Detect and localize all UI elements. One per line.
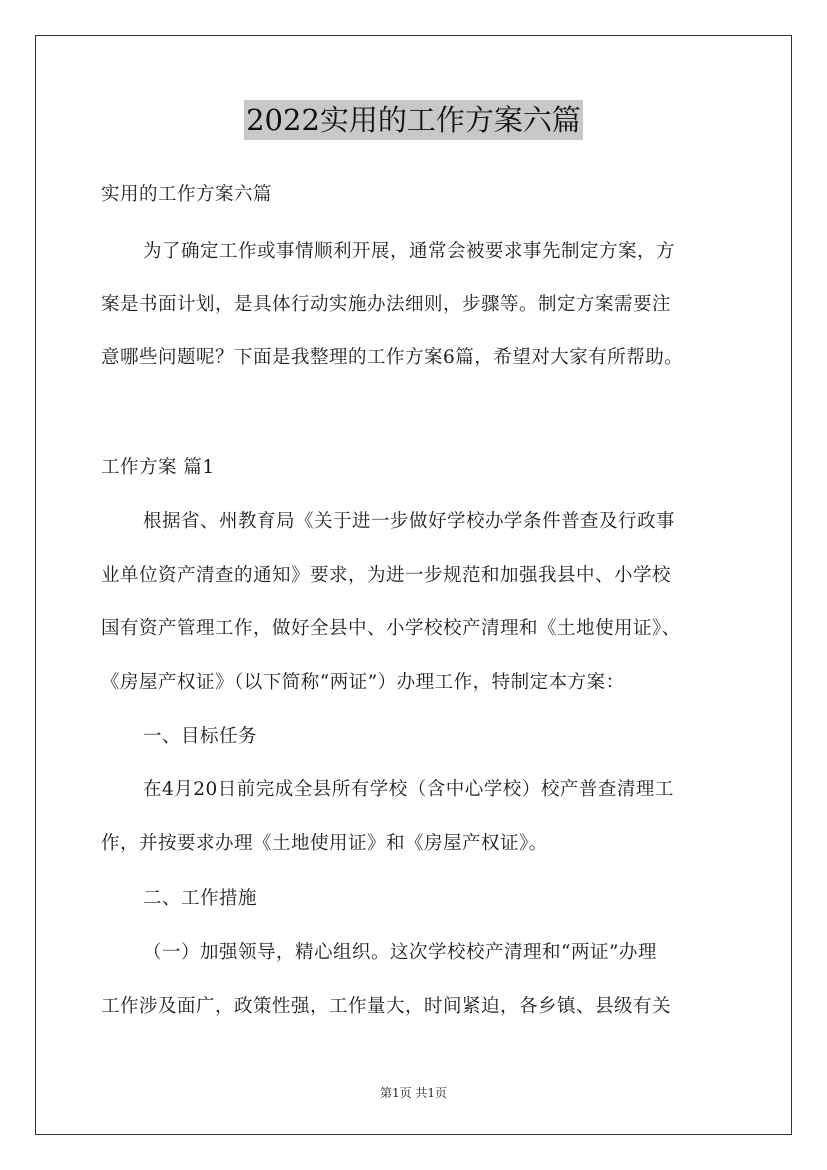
title-wrapper xyxy=(0,100,827,140)
paragraph-line: （一）加强领导，精心组织。这次学校校产清理和“两证”办理 xyxy=(143,942,657,963)
paragraph-line: 意哪些问题呢？下面是我整理的工作方案6篇，希望对大家有所帮助。 xyxy=(101,347,684,368)
paragraph-line: 为了确定工作或事情顺利开展，通常会被要求事先制定方案，方 xyxy=(143,241,676,262)
paragraph-line: 在4月20日前完成全县所有学校（含中心学校）校产普查清理工 xyxy=(143,779,674,800)
page-footer: 第1页 共1页 xyxy=(379,1086,448,1100)
paragraph-line: 作，并按要求办理《土地使用证》和《房屋产权证》。 xyxy=(101,833,548,854)
paragraph-line: 工作涉及面广，政策性强，工作量大，时间紧迫，各乡镇、县级有关 xyxy=(101,996,672,1017)
paragraph-line: 根据省、州教育局《关于进一步做好学校办学条件普查及行政事 xyxy=(143,511,676,532)
document-title: 2022实用的工作方案六篇 xyxy=(244,100,583,140)
paragraph-line: 案是书面计划，是具体行动实施办法细则，步骤等。制定方案需要注 xyxy=(101,294,672,315)
subsection-heading: 一、目标任务 xyxy=(143,726,258,747)
subtitle-line: 实用的工作方案六篇 xyxy=(101,184,273,205)
paragraph-line: 国有资产管理工作，做好全县中、小学校校产清理和《土地使用证》、 xyxy=(101,618,681,639)
paragraph-line: 业单位资产清查的通知》要求，为进一步规范和加强我县中、小学校 xyxy=(101,565,672,586)
paragraph-line: 《房屋产权证》（以下简称“两证”）办理工作，特制定本方案： xyxy=(101,672,625,693)
section-heading: 工作方案 篇1 xyxy=(101,457,215,478)
subsection-heading: 二、工作措施 xyxy=(143,888,258,909)
